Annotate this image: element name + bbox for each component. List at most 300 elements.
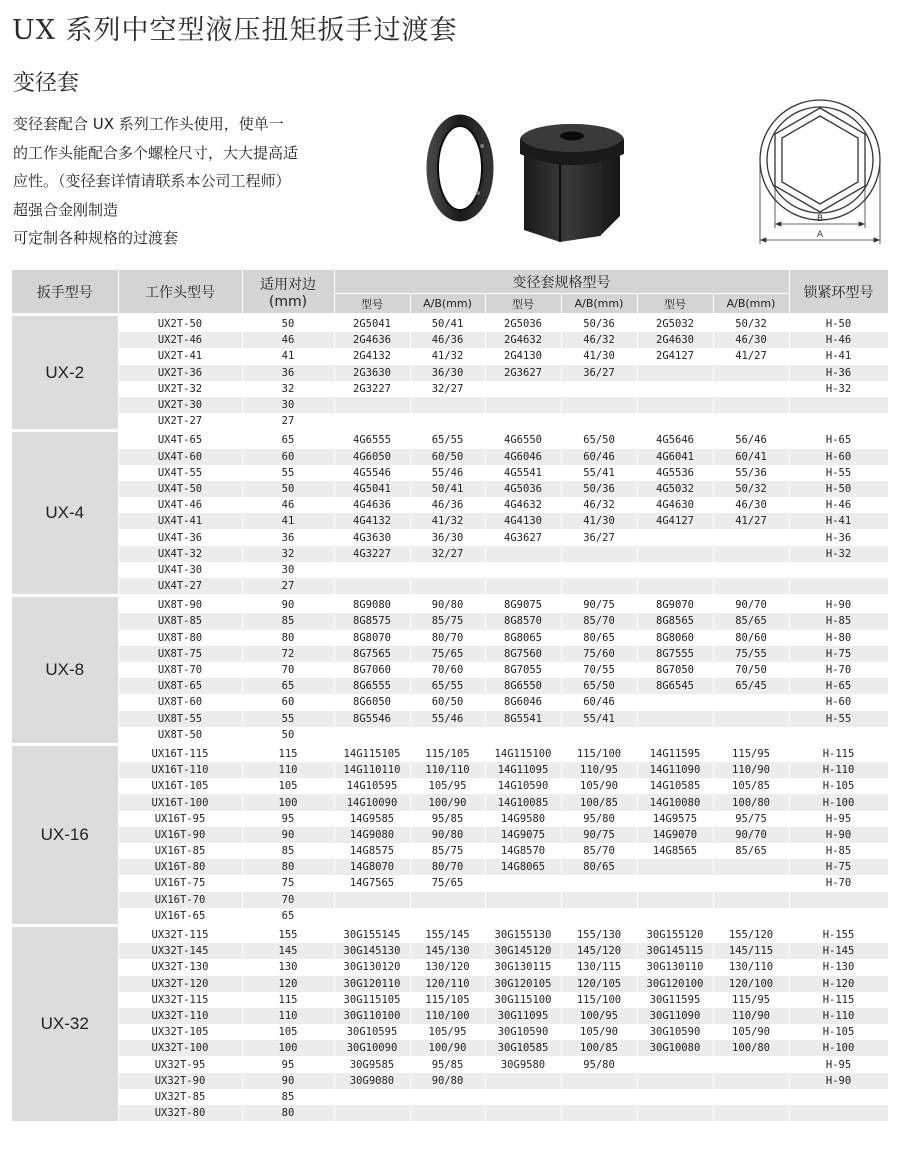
group-ux-32	[12, 925, 888, 1121]
table-cell	[637, 546, 713, 562]
table-cell: UX32T-115	[118, 925, 242, 943]
table-cell: 80	[242, 630, 334, 646]
table-cell: H-100	[789, 1040, 888, 1056]
table-cell: 36/27	[561, 365, 637, 381]
table-cell: UX2T-32	[118, 381, 242, 397]
table-cell: UX16T-90	[118, 827, 242, 843]
table-row	[12, 794, 888, 810]
table-cell	[561, 908, 637, 926]
table-cell	[789, 562, 888, 578]
table-cell: H-110	[789, 762, 888, 778]
table-cell: 55/46	[410, 465, 485, 481]
table-cell: 105/95	[410, 1024, 485, 1040]
table-cell: 95	[242, 1056, 334, 1072]
table-cell	[789, 727, 888, 745]
table-cell: 55/41	[561, 711, 637, 727]
group-ux-8	[12, 596, 888, 745]
table-cell: 85	[242, 1089, 334, 1105]
table-cell	[789, 892, 888, 908]
table-row	[12, 630, 888, 646]
table-cell	[713, 1056, 789, 1072]
group-ux-16	[12, 744, 888, 925]
table-row	[12, 1056, 888, 1072]
table-cell: 50	[242, 315, 334, 333]
table-cell: 2G4127	[637, 348, 713, 364]
header-model: 型号	[485, 294, 561, 315]
table-cell: 115	[242, 992, 334, 1008]
table-cell	[334, 413, 410, 431]
table-cell: 80/65	[561, 859, 637, 875]
table-cell: 27	[242, 413, 334, 431]
table-cell: 60	[242, 449, 334, 465]
table-cell	[713, 1089, 789, 1105]
table-cell: 100/85	[561, 794, 637, 810]
table-cell: H-32	[789, 381, 888, 397]
table-cell: 90/80	[410, 596, 485, 614]
table-cell: 145/115	[713, 943, 789, 959]
table-cell: 130/110	[713, 959, 789, 975]
table-cell: UX16T-110	[118, 762, 242, 778]
table-cell: UX32T-100	[118, 1040, 242, 1056]
table-cell: 41/30	[561, 513, 637, 529]
table-row	[12, 959, 888, 975]
table-cell	[410, 1105, 485, 1121]
table-cell	[485, 908, 561, 926]
table-cell: 2G4132	[334, 348, 410, 364]
description-line: 应性。（变径套详情请联系本公司工程师）	[13, 172, 291, 190]
table-cell: UX32T-115	[118, 992, 242, 1008]
table-cell: H-60	[789, 449, 888, 465]
table-cell: 95/75	[713, 811, 789, 827]
table-row	[12, 315, 888, 333]
table-cell: 4G4132	[334, 513, 410, 529]
table-cell: 75/65	[410, 875, 485, 891]
group-ux-4	[12, 431, 888, 596]
table-cell: 100	[242, 794, 334, 810]
table-cell: 145	[242, 943, 334, 959]
wrench-model-cell: UX-32	[12, 925, 118, 1121]
description-line: 变径套配合 UX 系列工作头使用，使单一	[13, 115, 284, 133]
table-row	[12, 892, 888, 908]
table-cell: UX16T-115	[118, 744, 242, 762]
table-cell: 14G11595	[637, 744, 713, 762]
table-cell: 2G4130	[485, 348, 561, 364]
table-cell	[713, 413, 789, 431]
table-cell: H-95	[789, 811, 888, 827]
table-cell: 90/75	[561, 827, 637, 843]
table-cell: 46/32	[561, 497, 637, 513]
table-cell	[637, 381, 713, 397]
table-cell: 110/95	[561, 762, 637, 778]
table-row	[12, 332, 888, 348]
table-cell: 95/80	[561, 1056, 637, 1072]
table-cell: 95/85	[410, 1056, 485, 1072]
table-cell: 4G4636	[334, 497, 410, 513]
table-cell: 60/50	[410, 449, 485, 465]
table-cell: 46	[242, 332, 334, 348]
table-cell: 65	[242, 431, 334, 449]
table-cell: 8G7560	[485, 646, 561, 662]
table-cell: 55	[242, 465, 334, 481]
table-cell: 4G4130	[485, 513, 561, 529]
table-cell	[485, 1073, 561, 1089]
table-cell: 46/30	[713, 497, 789, 513]
table-cell: 70/60	[410, 662, 485, 678]
table-cell	[410, 727, 485, 745]
table-cell: 4G6050	[334, 449, 410, 465]
table-row	[12, 481, 888, 497]
table-cell: H-100	[789, 794, 888, 810]
table-cell	[713, 381, 789, 397]
table-cell	[334, 397, 410, 413]
table-cell	[637, 1089, 713, 1105]
table-cell: 14G8575	[334, 843, 410, 859]
table-cell: 2G5041	[334, 315, 410, 333]
table-row	[12, 662, 888, 678]
table-cell	[637, 413, 713, 431]
table-cell: 2G4630	[637, 332, 713, 348]
table-cell: 65/55	[410, 678, 485, 694]
table-row	[12, 859, 888, 875]
table-cell: 80/65	[561, 630, 637, 646]
table-cell: 80/60	[713, 630, 789, 646]
table-cell: 41/32	[410, 348, 485, 364]
table-cell: UX2T-41	[118, 348, 242, 364]
table-cell: H-130	[789, 959, 888, 975]
table-cell: 46/36	[410, 332, 485, 348]
table-cell: H-90	[789, 827, 888, 843]
table-cell: 8G8070	[334, 630, 410, 646]
table-row	[12, 778, 888, 794]
table-cell: 120/105	[561, 976, 637, 992]
table-cell: 110	[242, 1008, 334, 1024]
table-cell: 30G145130	[334, 943, 410, 959]
table-cell: 4G3227	[334, 546, 410, 562]
table-cell: 36/30	[410, 365, 485, 381]
table-cell: H-105	[789, 778, 888, 794]
table-cell: UX8T-85	[118, 613, 242, 629]
table-cell: 30G120100	[637, 976, 713, 992]
table-cell	[789, 413, 888, 431]
table-cell: 41/27	[713, 348, 789, 364]
table-cell: 14G10090	[334, 794, 410, 810]
table-cell	[637, 1105, 713, 1121]
table-cell: H-75	[789, 646, 888, 662]
table-cell: 90/70	[713, 827, 789, 843]
table-cell: 50	[242, 727, 334, 745]
table-cell: 100/95	[561, 1008, 637, 1024]
table-row	[12, 843, 888, 859]
table-cell	[334, 1089, 410, 1105]
table-cell: 85	[242, 843, 334, 859]
table-cell: H-36	[789, 529, 888, 545]
table-cell: 75	[242, 875, 334, 891]
table-row	[12, 762, 888, 778]
table-cell: 50/41	[410, 315, 485, 333]
table-cell: 50/32	[713, 481, 789, 497]
table-cell: 60	[242, 694, 334, 710]
table-cell	[789, 1105, 888, 1121]
table-cell	[713, 694, 789, 710]
table-cell	[410, 413, 485, 431]
hex-socket-icon	[760, 100, 880, 220]
table-cell: 36	[242, 365, 334, 381]
table-cell	[334, 727, 410, 745]
table-cell	[637, 1073, 713, 1089]
table-cell: UX8T-80	[118, 630, 242, 646]
table-cell: UX32T-80	[118, 1105, 242, 1121]
table-cell: H-70	[789, 662, 888, 678]
table-cell	[561, 578, 637, 596]
table-cell: 4G5032	[637, 481, 713, 497]
table-cell	[637, 562, 713, 578]
table-row	[12, 1089, 888, 1105]
table-cell: 8G9075	[485, 596, 561, 614]
table-cell: 27	[242, 578, 334, 596]
table-cell: 8G9070	[637, 596, 713, 614]
table-cell: 14G10585	[637, 778, 713, 794]
table-cell: 105/90	[561, 778, 637, 794]
table-cell: 100	[242, 1040, 334, 1056]
table-cell: 30G10590	[485, 1024, 561, 1040]
table-cell: 30G11095	[485, 1008, 561, 1024]
table-cell	[485, 1089, 561, 1105]
table-cell: 14G8570	[485, 843, 561, 859]
table-cell: 30G155120	[637, 925, 713, 943]
table-cell: 4G6550	[485, 431, 561, 449]
table-row	[12, 613, 888, 629]
table-cell: 90/75	[561, 596, 637, 614]
table-cell: 14G10595	[334, 778, 410, 794]
table-row	[12, 976, 888, 992]
table-cell: 30G110100	[334, 1008, 410, 1024]
table-row	[12, 827, 888, 843]
table-cell: 46/36	[410, 497, 485, 513]
table-cell: 2G5032	[637, 315, 713, 333]
table-cell: 4G5541	[485, 465, 561, 481]
table-cell	[561, 381, 637, 397]
table-cell: 95/85	[410, 811, 485, 827]
table-cell: UX32T-95	[118, 1056, 242, 1072]
table-cell: 70	[242, 892, 334, 908]
table-cell	[561, 546, 637, 562]
table-cell: 65	[242, 908, 334, 926]
table-cell	[713, 546, 789, 562]
table-cell: 100/85	[561, 1040, 637, 1056]
table-cell: 41/30	[561, 348, 637, 364]
table-cell: 30G10585	[485, 1040, 561, 1056]
table-cell: 130	[242, 959, 334, 975]
table-cell: H-70	[789, 875, 888, 891]
table-cell: H-65	[789, 678, 888, 694]
table-cell: UX2T-36	[118, 365, 242, 381]
header-model: 型号	[334, 294, 410, 315]
table-cell	[789, 908, 888, 926]
table-row	[12, 727, 888, 745]
table-cell	[410, 908, 485, 926]
table-cell: 14G11090	[637, 762, 713, 778]
table-cell: 50/36	[561, 481, 637, 497]
table-cell	[637, 859, 713, 875]
table-cell: 85	[242, 613, 334, 629]
table-row	[12, 578, 888, 596]
table-cell: 115/100	[561, 992, 637, 1008]
table-cell	[561, 562, 637, 578]
table-cell: 145/130	[410, 943, 485, 959]
table-cell: 8G6545	[637, 678, 713, 694]
table-cell	[410, 562, 485, 578]
table-cell: UX4T-46	[118, 497, 242, 513]
table-cell: 80	[242, 859, 334, 875]
table-cell: UX32T-110	[118, 1008, 242, 1024]
table-cell: 55/46	[410, 711, 485, 727]
table-cell: 55	[242, 711, 334, 727]
table-cell: 30G155145	[334, 925, 410, 943]
table-cell: 65/50	[561, 678, 637, 694]
table-cell: 30G9580	[485, 1056, 561, 1072]
table-cell: UX32T-105	[118, 1024, 242, 1040]
table-cell: 155/120	[713, 925, 789, 943]
table-cell	[334, 578, 410, 596]
header-spec-group: 变径套规格型号	[334, 270, 789, 294]
table-row	[12, 413, 888, 431]
table-row	[12, 562, 888, 578]
table-cell: 100/90	[410, 794, 485, 810]
table-cell: 30G115100	[485, 992, 561, 1008]
table-row	[12, 1008, 888, 1024]
table-cell	[713, 1105, 789, 1121]
table-cell: 90	[242, 827, 334, 843]
wrench-model-cell: UX-2	[12, 315, 118, 431]
table-cell: 14G10080	[637, 794, 713, 810]
table-cell: H-155	[789, 925, 888, 943]
table-cell: 85/65	[713, 843, 789, 859]
table-cell: UX4T-36	[118, 529, 242, 545]
table-cell: 50/32	[713, 315, 789, 333]
table-cell: 105/85	[713, 778, 789, 794]
table-cell: 115/95	[713, 992, 789, 1008]
table-cell	[637, 529, 713, 545]
table-cell: 155/130	[561, 925, 637, 943]
table-cell: 50/36	[561, 315, 637, 333]
table-cell: 14G8065	[485, 859, 561, 875]
table-cell: 90	[242, 1073, 334, 1089]
table-cell: 90/80	[410, 1073, 485, 1089]
header-ab: A/B(mm)	[410, 294, 485, 315]
table-cell: 90/70	[713, 596, 789, 614]
table-cell: 55/41	[561, 465, 637, 481]
table-cell: UX4T-30	[118, 562, 242, 578]
table-cell: 4G4127	[637, 513, 713, 529]
table-cell: 36/27	[561, 529, 637, 545]
table-cell: 14G10085	[485, 794, 561, 810]
table-cell	[713, 562, 789, 578]
table-cell: H-105	[789, 1024, 888, 1040]
table-cell: 50	[242, 481, 334, 497]
table-cell: H-46	[789, 332, 888, 348]
table-cell: 30G130120	[334, 959, 410, 975]
table-cell: 14G7565	[334, 875, 410, 891]
table-cell: H-85	[789, 843, 888, 859]
table-cell: 4G5646	[637, 431, 713, 449]
table-row	[12, 925, 888, 943]
table-cell: 14G9575	[637, 811, 713, 827]
table-cell: 120/100	[713, 976, 789, 992]
table-cell: 8G6555	[334, 678, 410, 694]
table-cell: 105/90	[561, 1024, 637, 1040]
table-cell: 60/50	[410, 694, 485, 710]
table-cell: 14G9070	[637, 827, 713, 843]
table-cell: 41	[242, 348, 334, 364]
table-cell	[410, 578, 485, 596]
table-cell	[713, 711, 789, 727]
table-cell	[713, 875, 789, 891]
dimension-diagram	[752, 94, 888, 252]
table-cell: 145/120	[561, 943, 637, 959]
table-cell	[561, 892, 637, 908]
table-cell: 2G4632	[485, 332, 561, 348]
table-cell: UX4T-65	[118, 431, 242, 449]
table-cell: 30G155130	[485, 925, 561, 943]
table-row	[12, 678, 888, 694]
table-cell: 2G3627	[485, 365, 561, 381]
table-cell: 8G8575	[334, 613, 410, 629]
table-row	[12, 908, 888, 926]
table-row	[12, 529, 888, 545]
table-cell: 55/36	[713, 465, 789, 481]
table-cell: H-90	[789, 596, 888, 614]
wrench-model-cell: UX-8	[12, 596, 118, 745]
table-cell	[713, 397, 789, 413]
table-cell: UX16T-75	[118, 875, 242, 891]
table-cell: UX8T-70	[118, 662, 242, 678]
table-cell: 130/115	[561, 959, 637, 975]
table-cell: UX16T-95	[118, 811, 242, 827]
description	[13, 110, 343, 253]
table-cell	[334, 562, 410, 578]
table-cell: 110/90	[713, 762, 789, 778]
table-cell	[637, 694, 713, 710]
group-ux-2	[12, 315, 888, 431]
table-row	[12, 431, 888, 449]
table-cell	[637, 908, 713, 926]
table-row	[12, 546, 888, 562]
table-row	[12, 1024, 888, 1040]
table-cell: 30	[242, 397, 334, 413]
table-cell: 30G11595	[637, 992, 713, 1008]
table-cell: 32/27	[410, 546, 485, 562]
table-cell: 8G6046	[485, 694, 561, 710]
table-cell: 65/55	[410, 431, 485, 449]
table-cell: 30G145115	[637, 943, 713, 959]
table-cell: UX16T-70	[118, 892, 242, 908]
table-cell	[485, 1105, 561, 1121]
spec-table	[12, 270, 889, 1121]
page-title: UX 系列中空型液压扭矩扳手过渡套	[12, 15, 458, 46]
table-cell: 60/41	[713, 449, 789, 465]
header-wrench-model: 扳手型号	[12, 270, 118, 315]
table-cell: 60/46	[561, 449, 637, 465]
table-cell	[637, 711, 713, 727]
table-cell: H-55	[789, 465, 888, 481]
table-cell: UX16T-100	[118, 794, 242, 810]
table-cell: 70/50	[713, 662, 789, 678]
table-row	[12, 1105, 888, 1121]
table-cell: 30G130110	[637, 959, 713, 975]
table-cell: 4G5041	[334, 481, 410, 497]
description-line: 可定制各种规格的过渡套	[13, 229, 179, 247]
product-photo	[420, 98, 640, 248]
